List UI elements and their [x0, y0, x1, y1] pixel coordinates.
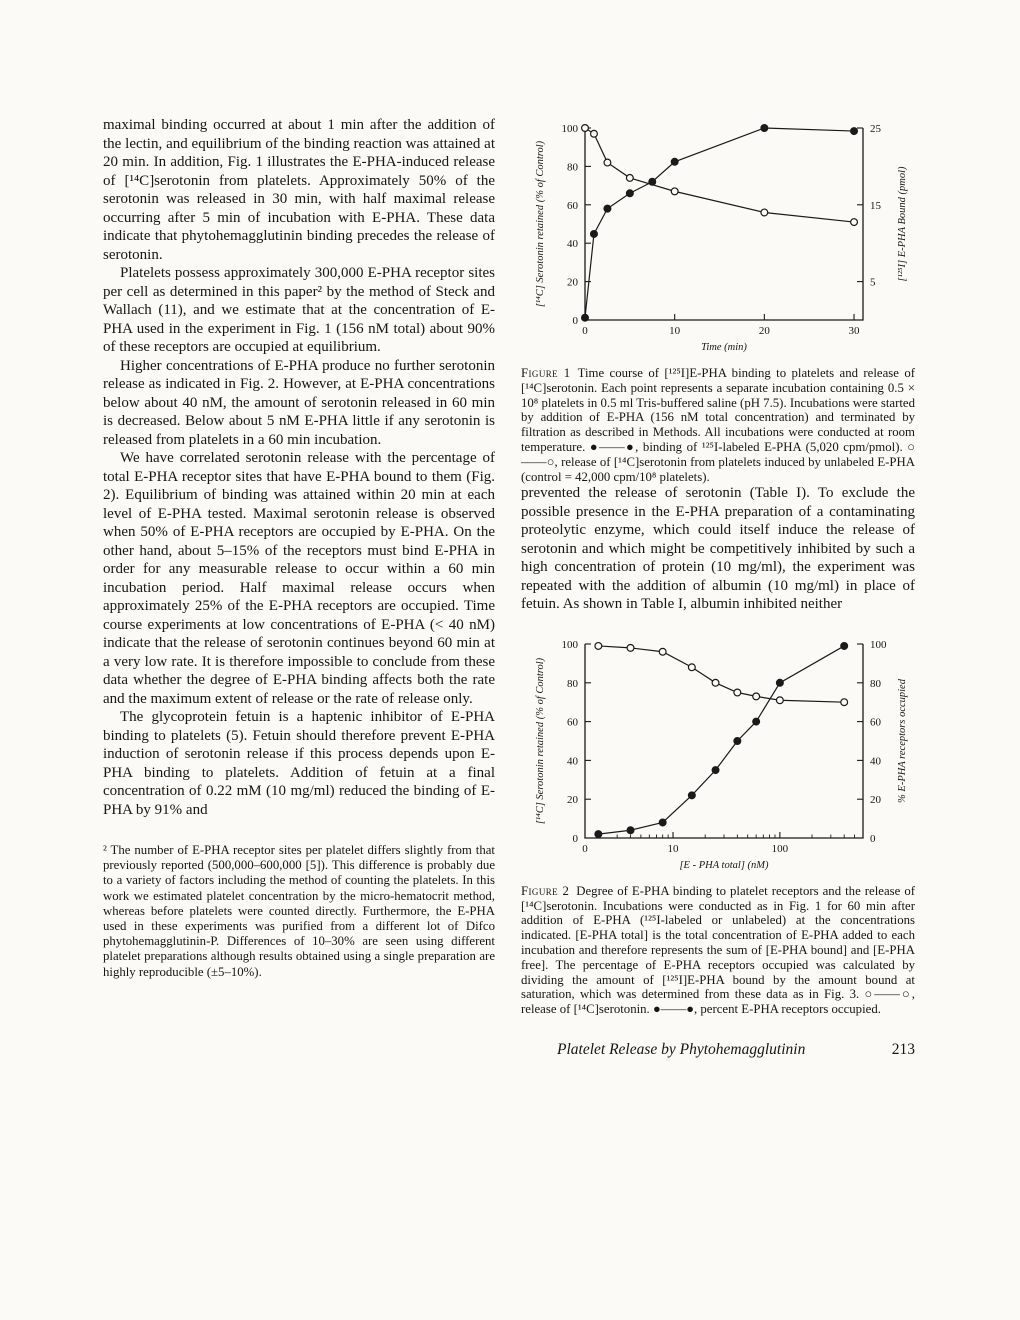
body-paragraph: maximal binding occurred at about 1 min after the addition of the lectin, and equilibrium of the binding reaction was attained at 20 min. In addition, Fig. 1 illustrates the E-PHA-induced release of [¹⁴C]serotonin from platelets. Approximately 50% of the serotonin was released in 30 min, with half maximal release occurring after 5 min of incubation with E-PHA. These data indicate that phytohemagglutinin binding precedes the release of serotonin.	[103, 117, 495, 263]
svg-text:80: 80	[567, 677, 578, 690]
svg-text:60: 60	[567, 199, 578, 212]
svg-text:100: 100	[561, 638, 578, 651]
svg-text:[E - PHA total] (nM): [E - PHA total] (nM)	[679, 859, 769, 871]
body-paragraph: The glycoprotein fetuin is a haptenic inhibitor of E-PHA binding to platelets (5). Fetuin should therefore prevent E-PHA induction of serotonin release if this process depends upon E-PHA binding to platelets. Addition of fetuin at a final concentration of 0.22 mM (10 mg/ml) reduced the binding of E-PHA by 91% and	[103, 709, 495, 818]
page-footer	[521, 1041, 915, 1059]
svg-text:[¹²⁵I] E-PHA Bound (pmol): [¹²⁵I] E-PHA Bound (pmol)	[897, 166, 908, 282]
svg-text:80: 80	[870, 677, 881, 690]
body-paragraph: Higher concentrations of E-PHA produce no further serotonin release as indicated in Fig. 2. However, at E-PHA concentrations below about 40 nM, the amount of serotonin released in 60 min is decreased. Below about 5 nM E-PHA little if any serotonin is released from platelets in a 60 min incubation.	[103, 357, 495, 448]
svg-text:0: 0	[572, 315, 578, 327]
page-body	[103, 116, 915, 1059]
svg-text:15: 15	[870, 199, 881, 212]
footnote: ² The number of E-PHA receptor sites per platelet differs slightly from that previously reported (500,000–600,000 [5]). This difference is probably due to a variety of factors including the method of counting the platelets. In this work we estimated platelet concentration by the micro-hematocrit method, whereas before platelets were counted directly. Furthermore, the E-PHA used in these experiments was purified from a different lot of Difco phytohemagglutinin-P. Differences of 10–30% are seen using different platelet preparations although results obtained using a single preparation are highly reproducible (±5–10%).	[103, 843, 495, 979]
svg-text:60: 60	[567, 716, 578, 729]
svg-text:% E-PHA receptors occupied: % E-PHA receptors occupied	[897, 678, 908, 803]
figure-1-chart	[521, 116, 915, 356]
figure-2-caption	[521, 884, 915, 1017]
svg-text:100: 100	[771, 842, 789, 855]
figure-2-caption-text: Degree of E-PHA binding to platelet receptors and the release of [¹⁴C]serotonin. Incubations were conducted as in Fig. 1 for 60 min after addition of E-PHA (¹²⁵I-labeled or unlabeled) at the concentrations indicated. [E-PHA total] is the total concentration of E-PHA added to each incubation and therefore represents the sum of [E-PHA bound] and [E-PHA free]. The percentage of E-PHA receptors occupied was calculated by dividing the amount of [¹²⁵I]E-PHA bound by the amount bound at saturation, which was determined from these data as in Fig. 3. ○——○, release of [¹⁴C]serotonin. ●——●, percent E-PHA receptors occupied.	[521, 883, 915, 1017]
svg-text:40: 40	[567, 755, 578, 768]
svg-text:Time (min): Time (min)	[701, 342, 747, 353]
svg-text:20: 20	[870, 794, 881, 807]
page-number: 213	[891, 1041, 915, 1059]
running-title: Platelet Release by Phytohemagglutinin	[557, 1041, 806, 1059]
body-paragraph: prevented the release of serotonin (Table I). To exclude the possible presence in the E-PHA preparation of a contaminating proteolytic enzyme, which could itself induce the release of serotonin and which might be competitively inhibited by such a high concentration of protein (10 mg/ml), the experiment was repeated with the addition of albumin (10 mg/ml) in place of fetuin. As shown in Table I, albumin inhibited neither	[521, 485, 915, 613]
svg-text:80: 80	[567, 161, 578, 174]
right-column	[521, 116, 915, 1059]
svg-text:[¹⁴C] Serotonin retained (% of: [¹⁴C] Serotonin retained (% of Control)	[535, 140, 546, 308]
svg-text:60: 60	[870, 716, 881, 729]
body-paragraph: We have correlated serotonin release with the percentage of total E-PHA receptor sites that have E-PHA bound to them (Fig. 2). Equilibrium of binding was attained within 20 min at each level of E-PHA tested. Maximal serotonin release is observed when 50% of E-PHA receptors are occupied by E-PHA. On the other hand, about 5–15% of the receptors must bind E-PHA in order for any measurable release to occur within a 60 min incubation period. Half maximal release occurs when approximately 25% of the E-PHA receptors are occupied. Time course experiments at low concentrations of E-PHA (< 40 nM) indicate that the release of serotonin continues beyond 60 min at a very low rate. It is therefore impossible to conclude from these data whether the degree of E-PHA binding affects both the rate and the maximum extent of release or the rate of release only.	[103, 450, 495, 707]
svg-text:20: 20	[758, 325, 770, 337]
svg-text:10: 10	[667, 842, 679, 855]
svg-text:30: 30	[848, 325, 860, 337]
svg-text:25: 25	[870, 123, 881, 135]
figure-2	[521, 632, 915, 1017]
svg-text:10: 10	[669, 325, 681, 337]
figure-1-caption-text: Time course of [¹²⁵I]E-PHA binding to platelets and release of [¹⁴C]serotonin. Each point represents a separate incubation containing 0.5 × 10⁸ platelets in 0.5 ml Tris-buffered saline (pH 7.5). Incubations were started by addition of E-PHA (156 nM total concentration) and terminated by filtration as described in Methods. All incubations were conducted at room temperature. ●——●, binding of ¹²⁵I-labeled E-PHA (5,020 cpm/pmol). ○——○, release of [¹⁴C]serotonin from platelets induced by unlabeled E-PHA (control = 42,000 cpm/10⁸ platelets).	[521, 366, 915, 484]
figure-1	[521, 116, 915, 484]
svg-text:0: 0	[582, 325, 588, 337]
figure-2-label: Figure 2	[521, 883, 570, 898]
svg-text:100: 100	[870, 638, 887, 651]
body-paragraph: Platelets possess approximately 300,000 E-PHA receptor sites per cell as determined in this paper² by the method of Steck and Wallach (11), and we estimate that at the concentration of E-PHA used in the experiment in Fig. 1 (156 nM total) about 90% of these receptors are occupied at equilibrium.	[103, 265, 495, 355]
svg-text:20: 20	[567, 276, 578, 289]
svg-text:[¹⁴C] Serotonin retained (% of: [¹⁴C] Serotonin retained (% of Control)	[535, 657, 546, 825]
svg-text:40: 40	[567, 238, 578, 251]
svg-text:5: 5	[870, 276, 876, 289]
figure-1-caption	[521, 366, 915, 484]
figure-1-label: Figure 1	[521, 366, 571, 380]
svg-text:20: 20	[567, 794, 578, 807]
figure-2-chart	[521, 632, 915, 874]
left-column	[103, 116, 495, 1059]
svg-text:100: 100	[561, 123, 578, 135]
svg-text:0: 0	[582, 842, 588, 855]
svg-text:40: 40	[870, 755, 881, 768]
svg-text:0: 0	[572, 832, 578, 845]
svg-text:0: 0	[870, 832, 876, 845]
